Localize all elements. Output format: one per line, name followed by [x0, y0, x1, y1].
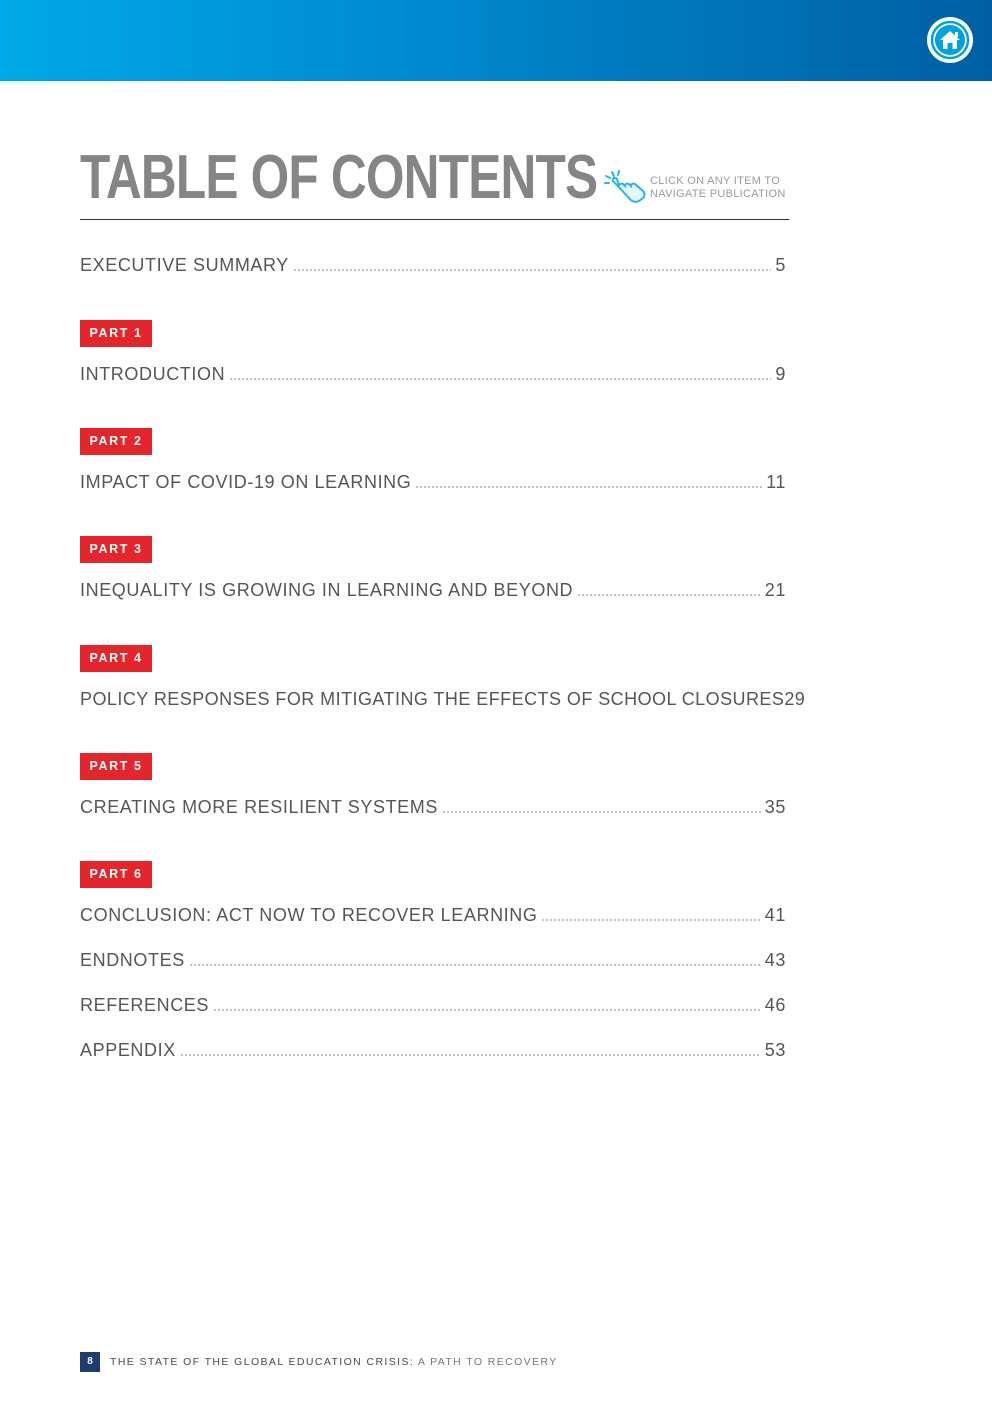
dot-leader: [189, 964, 761, 966]
title-divider: [80, 219, 789, 220]
part-2-badge[interactable]: PART 2: [80, 428, 152, 455]
toc-entry-page: 43: [764, 950, 786, 970]
toc-entry-title: INTRODUCTION: [80, 364, 226, 384]
toc-entry-impact-of-covid[interactable]: [80, 467, 786, 493]
toc-entry-title: APPENDIX: [80, 1040, 176, 1060]
toc-entry-title: INEQUALITY IS GROWING IN LEARNING AND BEYOND: [80, 580, 574, 600]
home-button[interactable]: [927, 17, 973, 63]
dot-leader: [293, 269, 771, 271]
top-banner: [0, 0, 992, 81]
toc-entry-page: 29: [784, 689, 806, 709]
toc-entry-title: POLICY RESPONSES FOR MITIGATING THE EFFECTS OF SCHOOL CLOSURES: [80, 689, 785, 709]
part-4-badge[interactable]: PART 4: [80, 645, 152, 672]
publication-subtitle: A PATH TO RECOVERY: [414, 1356, 558, 1368]
dot-leader: [180, 1054, 761, 1056]
part-5-badge[interactable]: PART 5: [80, 753, 152, 780]
part-3-badge[interactable]: PART 3: [80, 536, 152, 563]
toc-entry-page: 35: [764, 797, 786, 817]
toc-entry-page: 41: [764, 905, 786, 925]
part-1-badge[interactable]: PART 1: [80, 320, 152, 347]
dot-leader: [577, 594, 761, 596]
publication-title: [110, 1356, 558, 1368]
toc-entry-references[interactable]: [80, 990, 786, 1016]
toc-entry-resilient-systems[interactable]: [80, 792, 786, 818]
toc-entry-executive-summary[interactable]: [80, 250, 786, 276]
toc-entry-page: 9: [775, 364, 786, 384]
dot-leader: [541, 919, 760, 921]
page-footer: [80, 1352, 680, 1372]
toc-entry-title: IMPACT OF COVID-19 ON LEARNING: [80, 472, 412, 492]
toc-entry-page: 5: [775, 255, 786, 275]
dot-leader: [229, 378, 771, 380]
toc-entry-title: CREATING MORE RESILIENT SYSTEMS: [80, 797, 438, 817]
hint-line-2: NAVIGATE PUBLICATION: [650, 188, 786, 200]
part-6-badge[interactable]: PART 6: [80, 861, 152, 888]
page-number: 8: [80, 1352, 100, 1372]
dot-leader: [415, 486, 762, 488]
toc-entry-title: CONCLUSION: ACT NOW TO RECOVER LEARNING: [80, 905, 538, 925]
page-title: TABLE OF CONTENTS: [80, 143, 598, 212]
toc-entry-introduction[interactable]: [80, 359, 786, 385]
publication-title-main: THE STATE OF THE GLOBAL EDUCATION CRISIS:: [110, 1356, 415, 1368]
hint-line-1: CLICK ON ANY ITEM TO: [650, 175, 781, 187]
dot-leader: [442, 811, 761, 813]
navigation-hint: [602, 168, 802, 208]
dot-leader: [213, 1009, 761, 1011]
toc-entry-page: 11: [766, 472, 786, 492]
toc-entry-page: 21: [764, 580, 786, 600]
toc-entry-title: ENDNOTES: [80, 950, 185, 970]
toc-entry-inequality[interactable]: [80, 575, 786, 601]
tap-hand-icon: [602, 168, 648, 208]
toc-entry-conclusion[interactable]: [80, 900, 786, 926]
toc-entry-endnotes[interactable]: [80, 945, 786, 971]
toc-entry-page: 53: [764, 1040, 786, 1060]
toc-entry-policy-responses[interactable]: [80, 684, 806, 710]
toc-entry-title: REFERENCES: [80, 995, 210, 1015]
navigation-hint-text: [650, 175, 810, 201]
home-icon: [927, 17, 973, 63]
toc-entry-appendix[interactable]: [80, 1035, 786, 1061]
toc-entry-title: EXECUTIVE SUMMARY: [80, 255, 289, 275]
toc-entry-page: 46: [764, 995, 786, 1015]
